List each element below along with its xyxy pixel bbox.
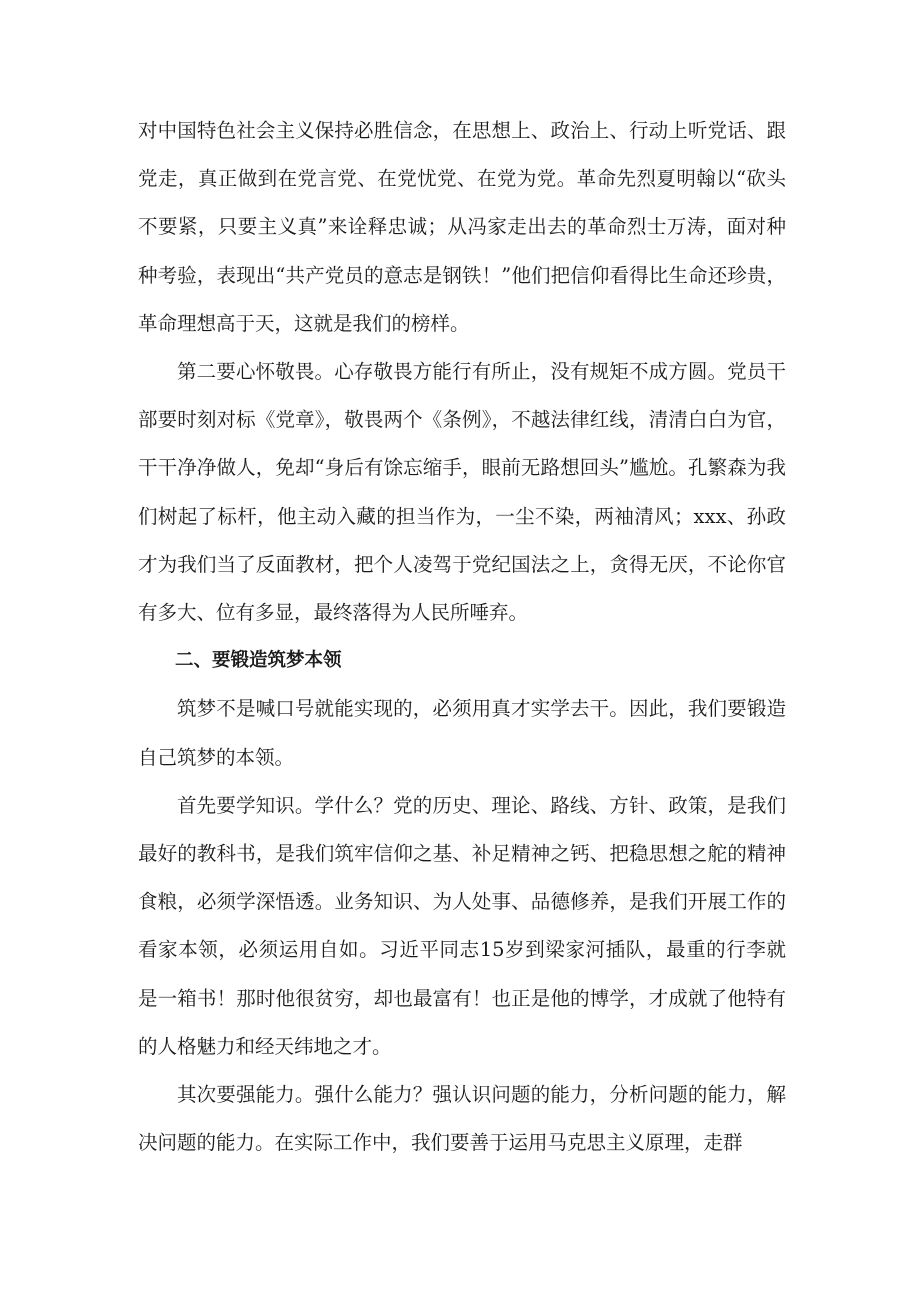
document-body bbox=[138, 107, 786, 1167]
section-heading-dream-skills: 二、要锻造筑梦本领 bbox=[175, 650, 342, 672]
paragraph-loyalty-continuation: 对中国特色社会主义保持必胜信念，在思想上、政治上、行动上听党话、跟党走，真正做到在党言党、在党忧党、在党为党。革命先烈夏明翰以“砍头不要紧，只要主义真”来诠释忠诚；从冯家走出去的革命烈士万涛，面对种种考验，表现出“共产党员的意志是钢铁！”他们把信仰看得比生命还珍贵，革命理想高于天，这就是我们的榜样。 bbox=[138, 119, 786, 335]
paragraph-learn-knowledge: 首先要学知识。学什么？党的历史、理论、路线、方针、政策，是我们最好的教科书，是我们筑牢信仰之基、补足精神之钙、把稳思想之舵的精神食粮，必须学深悟透。业务知识、为人处事、品德修养，是我们开展工作的看家本领，必须运用自如。习近平同志15岁到梁家河插队，最重的行李就是一箱书！那时他很贫穷，却也最富有！也正是他的博学，才成就了他特有的人格魅力和经天纬地之才。 bbox=[138, 793, 786, 1058]
paragraph-dream-intro: 筑梦不是喊口号就能实现的，必须用真才实学去干。因此，我们要锻造自己筑梦的本领。 bbox=[138, 697, 786, 769]
paragraph-strengthen-ability: 其次要强能力。强什么能力？强认识问题的能力，分析问题的能力，解决问题的能力。在实际工作中，我们要善于运用马克思主义原理，走群 bbox=[138, 1083, 786, 1155]
paragraph-reverence: 第二要心怀敬畏。心存敬畏方能行有所止，没有规矩不成方圆。党员干部要时刻对标《党章》，敬畏两个《条例》，不越法律红线，清清白白为官，干干净净做人，免却“身后有馀忘缩手，眼前无路想回头”尴尬。孔繁森为我们树起了标杆，他主动入藏的担当作为，一尘不染，两袖清风；xxx、孙政才为我们当了反面教材，把个人凌驾于党纪国法之上，贪得无厌，不论你官有多大、位有多显，最终落得为人民所唾弃。 bbox=[138, 360, 786, 625]
